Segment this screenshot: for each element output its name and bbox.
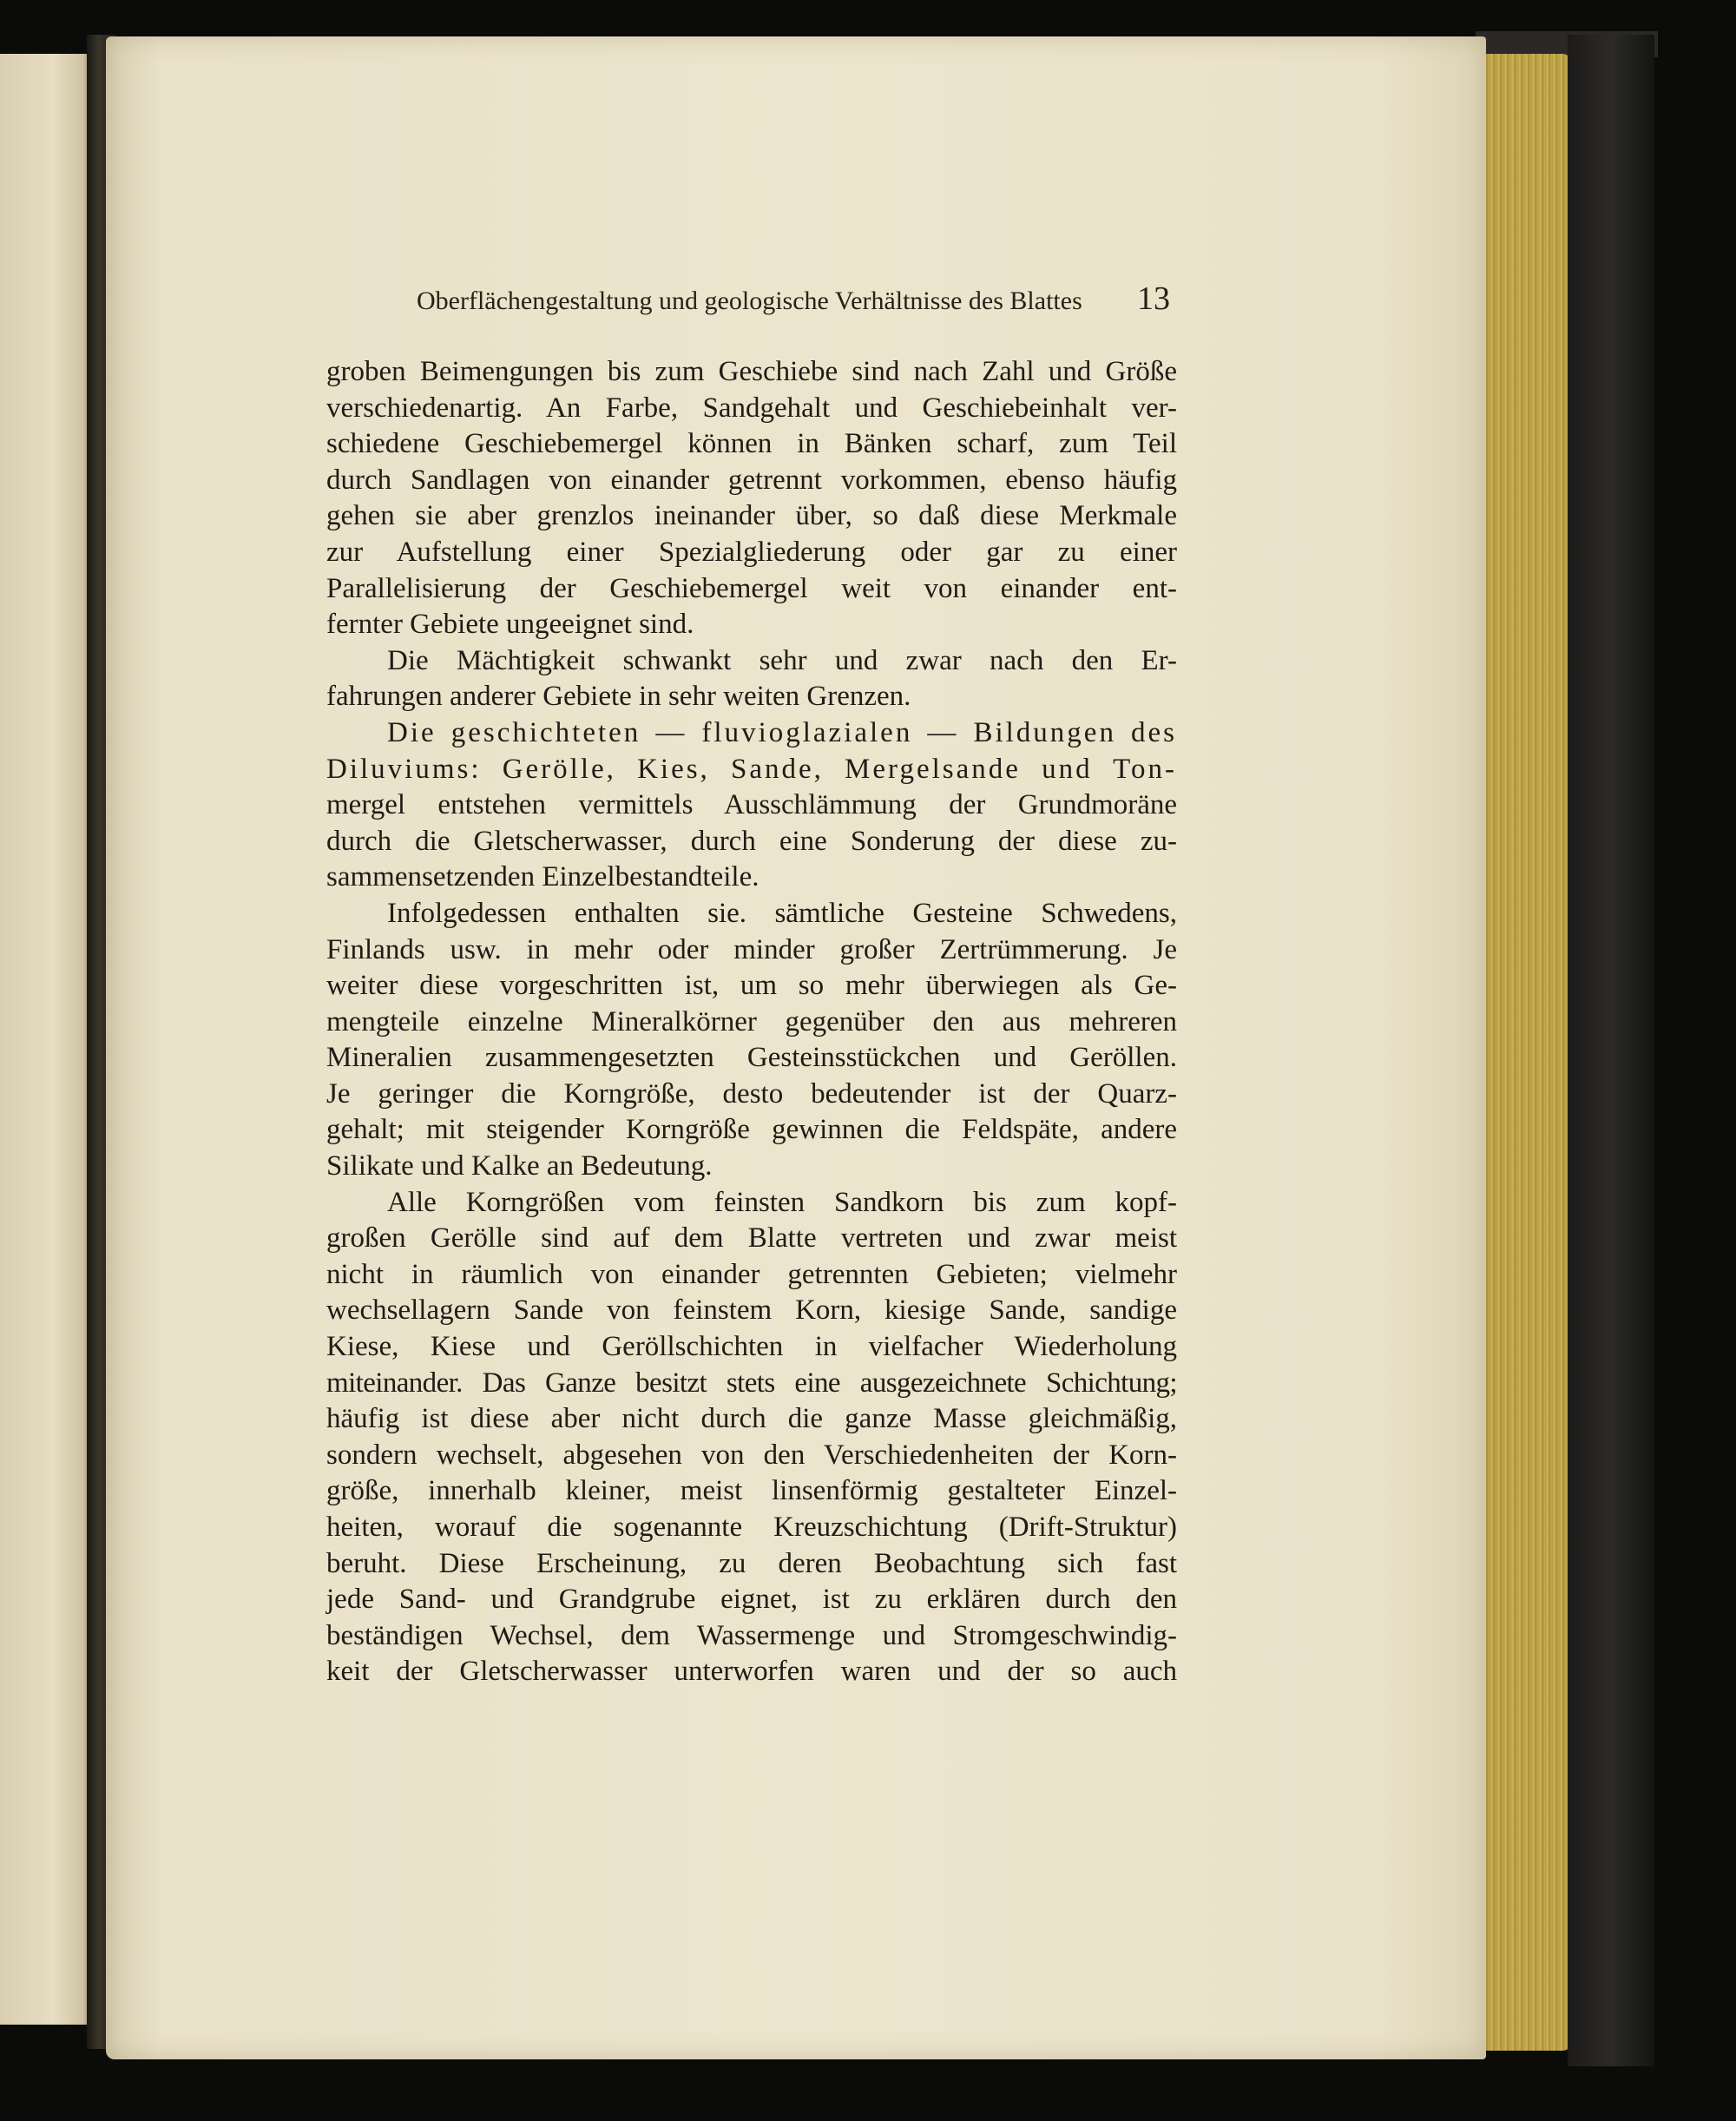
running-header: Oberflächengestaltung und geologische Verhältnisse des Blattes <box>417 287 1082 315</box>
text-line: fernter Gebiete ungeeignet sind. <box>326 609 694 641</box>
text-line: wechsellagern Sande von feinstem Korn, kiesige Sande, sandige <box>326 1294 1177 1327</box>
text-line: Silikate und Kalke an Bedeutung. <box>326 1150 713 1182</box>
text-line: beruht. Diese Erscheinung, zu deren Beobachtung sich fast <box>326 1547 1177 1579</box>
text-line: Kiese, Kiese und Geröllschichten in vielfacher Wiederholung <box>326 1331 1177 1363</box>
text-line: mergel entstehen vermittels Ausschlämmung der Grundmoräne <box>326 789 1177 821</box>
text-line: Die geschichteten — fluvioglazialen — Bildungen des <box>387 716 1177 748</box>
text-line: großen Gerölle sind auf dem Blatte vertreten und zwar meist <box>326 1222 1177 1255</box>
text-line: zur Aufstellung einer Spezialgliederung oder gar zu einer <box>326 536 1177 568</box>
text-line: miteinander. Das Ganze besitzt stets eine ausgezeichnete Schichtung; <box>326 1367 1177 1399</box>
text-line: fahrungen anderer Gebiete in sehr weiten Grenzen. <box>326 681 911 713</box>
text-line: jede Sand- und Grandgrube eignet, ist zu erklären durch den <box>326 1584 1177 1616</box>
text-line: Finlands usw. in mehr oder minder großer Zertrümmerung. Je <box>326 933 1177 965</box>
text-line: Mineralien zusammengesetzten Gesteinsstückchen und Geröllen. <box>326 1042 1177 1074</box>
text-line: keit der Gletscherwasser unterworfen waren und der so auch <box>326 1656 1177 1688</box>
text-line: Die Mächtigkeit schwankt sehr und zwar nach den Er- <box>387 644 1177 676</box>
text-line: weiter diese vorgeschritten ist, um so mehr überwiegen als Ge- <box>326 970 1177 1002</box>
text-line: durch die Gletscherwasser, durch eine Sonderung der diese zu- <box>326 825 1177 857</box>
text-line: größe, innerhalb kleiner, meist linsenförmig gestalteter Einzel- <box>326 1475 1177 1507</box>
text-line: Infolgedessen enthalten sie. sämtliche Gesteine Schwedens, <box>387 897 1177 929</box>
text-line: Diluviums: Gerölle, Kies, Sande, Mergelsande und Ton- <box>326 753 1177 785</box>
text-line: mengteile einzelne Mineralkörner gegenüber den aus mehreren <box>326 1005 1177 1037</box>
text-line: Je geringer die Korngröße, desto bedeutender ist der Quarz- <box>326 1077 1177 1110</box>
text-line: Parallelisierung der Geschiebemergel weit von einander ent- <box>326 572 1177 604</box>
text-line: gehalt; mit steigender Korngröße gewinnen die Feldspäte, andere <box>326 1114 1177 1146</box>
body-text <box>326 354 1177 1690</box>
text-line: gehen sie aber grenzlos ineinander über, so daß diese Merkmale <box>326 500 1177 532</box>
text-line: Alle Korngrößen vom feinsten Sandkorn bis zum kopf- <box>387 1186 1177 1218</box>
text-line: schiedene Geschiebemergel können in Bänken scharf, zum Teil <box>326 428 1177 460</box>
text-line: verschiedenartig. An Farbe, Sandgehalt und Geschiebeinhalt ver- <box>326 392 1177 424</box>
text-line: durch Sandlagen von einander getrennt vorkommen, ebenso häufig <box>326 464 1177 496</box>
page-block-edges <box>1476 54 1571 2051</box>
text-line: sammensetzenden Einzelbestandteile. <box>326 861 760 893</box>
text-line: heiten, worauf die sogenannte Kreuzschichtung (Drift-Struktur) <box>326 1512 1177 1543</box>
text-line: beständigen Wechsel, dem Wassermenge und Stromgeschwindig- <box>326 1619 1177 1651</box>
page-number: 13 <box>1137 280 1170 317</box>
text-line: groben Beimengungen bis zum Geschiebe sind nach Zahl und Größe <box>326 356 1177 387</box>
text-line: sondern wechselt, abgesehen von den Verschiedenheiten der Korn- <box>326 1439 1177 1471</box>
previous-page-edge <box>0 54 97 2025</box>
text-line: nicht in räumlich von einander getrennten Gebieten; vielmehr <box>326 1258 1177 1290</box>
text-line: häufig ist diese aber nicht durch die ganze Masse gleichmäßig, <box>326 1403 1177 1435</box>
book-cover-edge <box>1568 35 1654 2066</box>
